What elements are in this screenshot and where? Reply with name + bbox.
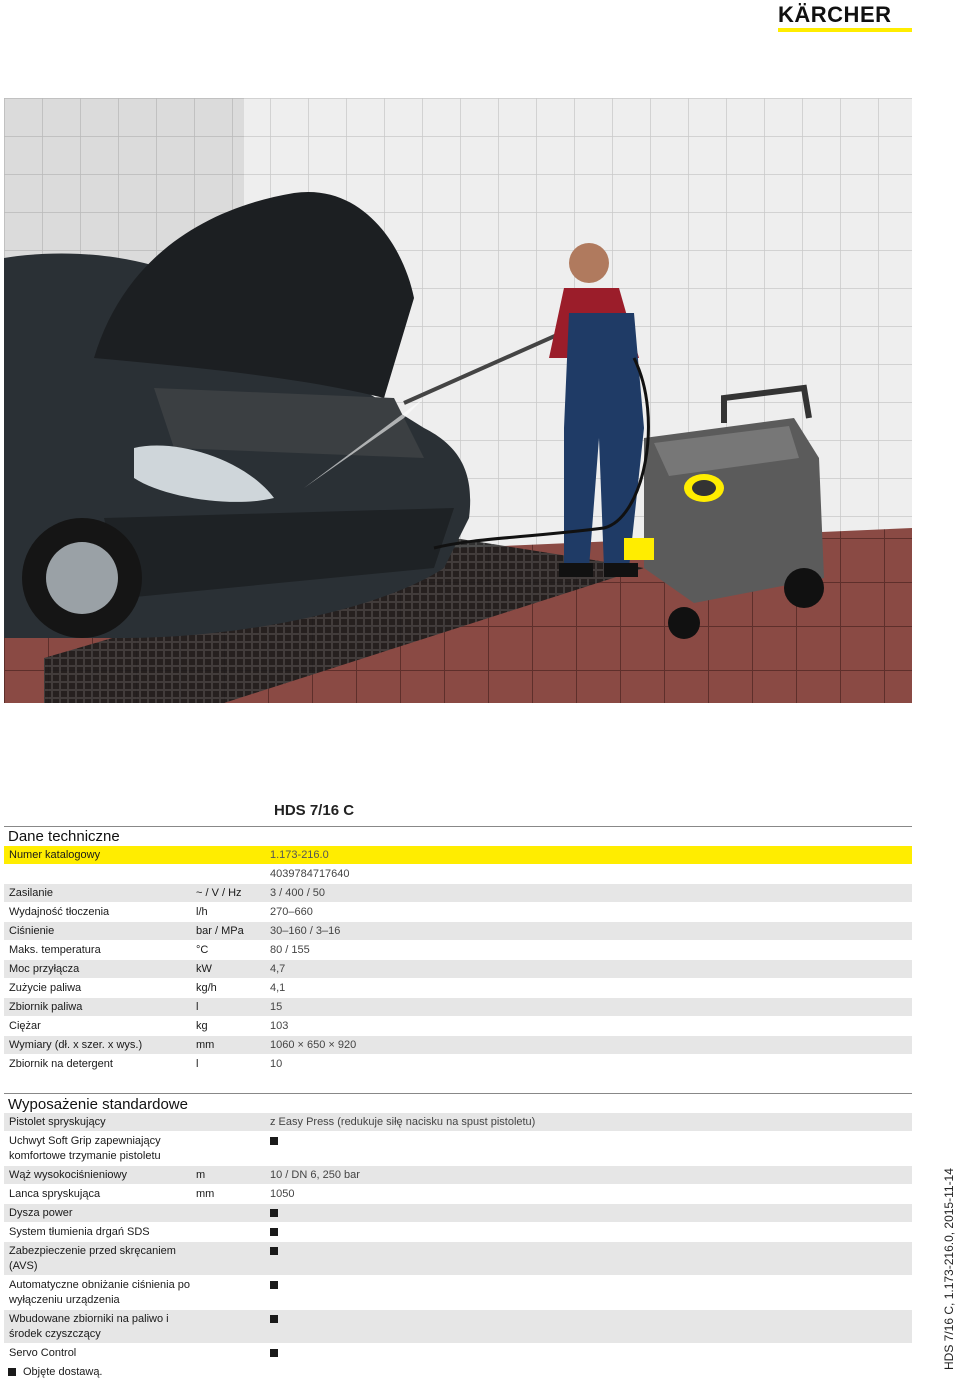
equipment-table [4,1113,912,1363]
equipment-row-label: Uchwyt Soft Grip zapewniający komfortowe trzymanie pistoletu [9,1135,161,1162]
catalog-number-label: Numer katalogowy [9,849,101,861]
equipment-row [4,1276,912,1310]
tech-row-value: 15 [270,1001,283,1013]
included-square-icon [270,1137,278,1145]
equipment-row [4,1113,912,1132]
tech-row-value: 10 [270,1058,283,1070]
tech-row [4,998,912,1017]
equipment-row-label: Dysza power [9,1207,73,1219]
equipment-row [4,1310,912,1344]
tech-row-unit: °C [196,944,209,956]
included-square-icon [270,1209,278,1217]
equipment-row-unit: mm [196,1188,215,1200]
included-square-icon [270,1349,278,1357]
tech-row-value: 3 / 400 / 50 [270,887,326,899]
tech-row-label: Zbiornik paliwa [9,1001,83,1013]
tech-row [4,903,912,922]
equipment-row-unit: m [196,1169,206,1181]
tech-table [4,846,912,1074]
tech-row-unit: ~ / V / Hz [196,887,242,899]
included-square-icon [270,1281,278,1289]
tech-row-label: Wymiary (dł. x szer. x wys.) [9,1039,143,1051]
tech-row-value: 4,7 [270,963,286,975]
equipment-row-label: Wąż wysokociśnieniowy [9,1169,127,1181]
tech-row-value: 270–660 [270,906,313,918]
model-title: HDS 7/16 C [274,802,355,819]
tech-row-value: 103 [270,1020,289,1032]
equipment-section-title: Wyposażenie standardowe [8,1096,188,1113]
equipment-row-value: 10 / DN 6, 250 bar [270,1169,360,1181]
included-square-icon [270,1247,278,1255]
tech-row-unit: mm [196,1039,215,1051]
tech-row [4,1055,912,1074]
brand-logo [778,4,912,32]
tech-row-label: Moc przyłącza [9,963,80,975]
tech-row-value: 80 / 155 [270,944,310,956]
tech-row-unit: l/h [196,906,208,918]
tech-row [4,960,912,979]
tech-row [4,1017,912,1036]
equipment-row-label: Wbudowane zbiorniki na paliwo i środek czyszczący [9,1313,169,1340]
ean-row [4,865,912,884]
equipment-row [4,1223,912,1242]
equipment-row-value: z Easy Press (redukuje siłę nacisku na spust pistoletu) [270,1116,536,1128]
equipment-row [4,1166,912,1185]
tech-row-unit: kg [196,1020,208,1032]
side-reference-text: HDS 7/16 C, 1.173-216.0, 2015-11-14 [942,1168,956,1370]
equipment-row-label: Servo Control [9,1347,77,1359]
equipment-row-label: System tłumienia drgań SDS [9,1226,150,1238]
product-photo [4,98,912,703]
tech-row-unit: kW [196,963,212,975]
tech-row-value: 4,1 [270,982,286,994]
equipment-section-divider [4,1093,912,1094]
tech-row [4,941,912,960]
tech-row [4,1036,912,1055]
tech-row-label: Zasilanie [9,887,54,899]
tech-row-unit: l [196,1001,199,1013]
equipment-row-label: Automatyczne obniżanie ciśnienia po wyłączeniu urządzenia [9,1279,191,1306]
equipment-row [4,1132,912,1166]
tech-row-value: 1060 × 650 × 920 [270,1039,357,1051]
equipment-row [4,1204,912,1223]
tech-row-label: Ciężar [9,1020,41,1032]
equipment-row-label: Pistolet spryskujący [9,1116,106,1128]
tech-row-unit: bar / MPa [196,925,244,937]
equipment-row-label: Lanca spryskująca [9,1188,101,1200]
tech-row [4,922,912,941]
included-square-icon [270,1228,278,1236]
catalog-number-row [4,846,912,865]
catalog-number-value: 1.173-216.0 [270,849,329,861]
tech-row-label: Zbiornik na detergent [9,1058,113,1070]
tech-row-unit: kg/h [196,982,217,994]
tech-row-label: Maks. temperatura [9,944,101,956]
tech-row [4,884,912,903]
tech-row-unit: l [196,1058,199,1070]
ean-value: 4039784717640 [270,868,350,880]
legend [8,1366,103,1378]
tech-row-label: Wydajność tłoczenia [9,906,110,918]
equipment-row-value: 1050 [270,1188,295,1200]
tech-section-title: Dane techniczne [8,828,120,845]
equipment-row-label: Zabezpieczenie przed skręcaniem (AVS) [9,1245,176,1272]
brand-logo-bar [778,28,912,32]
legend-square-icon [8,1368,16,1376]
tech-row-value: 30–160 / 3–16 [270,925,341,937]
included-square-icon [270,1315,278,1323]
tech-row-label: Ciśnienie [9,925,55,937]
tech-section-divider [4,826,912,827]
tech-row-label: Zużycie paliwa [9,982,82,994]
equipment-row [4,1185,912,1204]
brand-logo-text: KÄRCHER [778,2,892,27]
equipment-row [4,1344,912,1363]
legend-text: Objęte dostawą. [23,1366,103,1378]
tech-row [4,979,912,998]
equipment-row [4,1242,912,1276]
